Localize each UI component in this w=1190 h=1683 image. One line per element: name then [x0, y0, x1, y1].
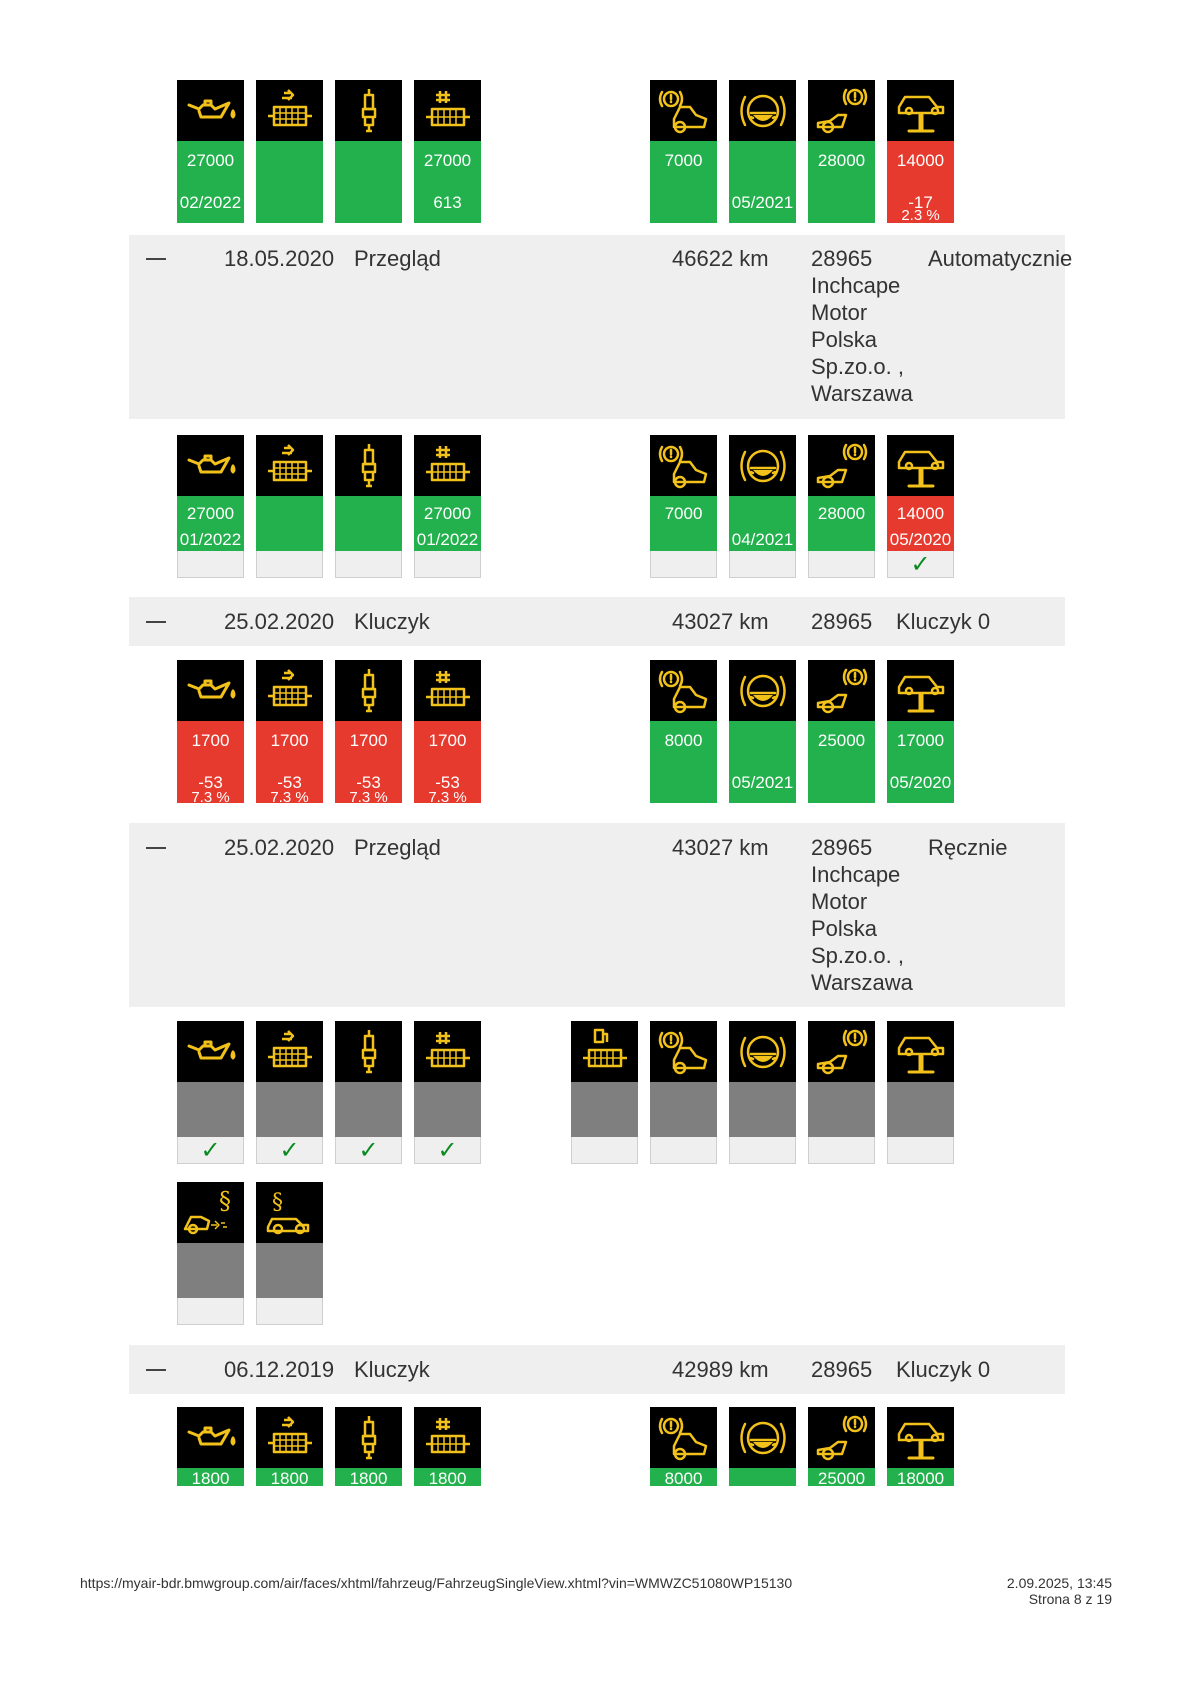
- remaining-value: 27000: [186, 504, 235, 523]
- entry-mileage: 46622 km: [672, 246, 769, 271]
- oil-icon: [177, 435, 244, 496]
- service-tile: [571, 1021, 638, 1164]
- dealer-code: 28965: [811, 609, 873, 634]
- completion-check: ✓: [414, 1137, 481, 1164]
- spark-plug-icon: [335, 660, 402, 721]
- collapse-icon[interactable]: [146, 258, 166, 260]
- entry-type: Przegląd: [354, 246, 441, 271]
- spark-plug-icon: [335, 1021, 402, 1082]
- footer-page-number: Strona 8 z 19: [1028, 1591, 1112, 1607]
- air-filter-icon: [414, 1407, 481, 1468]
- status-panel: [414, 1468, 481, 1486]
- service-tile: [256, 660, 323, 806]
- service-tile: [650, 1407, 717, 1486]
- status-panel: [729, 1082, 796, 1137]
- completion-check: [414, 551, 481, 578]
- vehicle-check-icon: [887, 1021, 954, 1082]
- entry-date: 25.02.2020: [224, 835, 335, 860]
- status-panel: [335, 1082, 402, 1137]
- percent-value: 7.3 %: [349, 789, 388, 806]
- dealer-line: Motor: [811, 300, 868, 325]
- remaining-value: 27000: [186, 151, 235, 170]
- entry-dealer: [811, 834, 913, 996]
- brake-fluid-icon: [729, 1407, 796, 1468]
- status-panel: [256, 1082, 323, 1137]
- due-value: 01/2022: [179, 530, 242, 549]
- service-tile: [177, 1407, 244, 1486]
- percent-value: 7.3 %: [191, 789, 230, 806]
- service-tile: [414, 660, 481, 806]
- service-tile: [256, 1407, 323, 1486]
- dealer-code: 28965: [811, 246, 873, 271]
- remaining-value: 1800: [191, 1469, 230, 1488]
- status-panel: [808, 1082, 875, 1137]
- rear-brake-icon: [808, 435, 875, 496]
- status-panel: [414, 141, 481, 223]
- service-tile: [335, 1021, 402, 1164]
- dealer-code: 28965: [811, 1357, 873, 1382]
- service-tile: [256, 1182, 323, 1325]
- remaining-value: 1800: [428, 1469, 467, 1488]
- status-panel: [650, 1082, 717, 1137]
- status-panel: [808, 1468, 875, 1486]
- status-panel: [808, 141, 875, 223]
- completion-check: ✓: [256, 1137, 323, 1164]
- service-tile: [887, 1021, 954, 1164]
- status-panel: [650, 141, 717, 223]
- entry-mileage: 42989 km: [672, 1357, 769, 1382]
- status-panel: [414, 721, 481, 806]
- service-tile: [414, 1021, 481, 1164]
- dealer-line: Inchcape: [811, 862, 901, 887]
- service-tile: [729, 80, 796, 223]
- vehicle-check-icon: [887, 435, 954, 496]
- due-value: 05/2021: [731, 193, 794, 212]
- rear-brake-icon: [808, 660, 875, 721]
- status-panel: [729, 496, 796, 551]
- service-tile: [335, 80, 402, 223]
- status-panel: [335, 496, 402, 551]
- remaining-value: 7000: [664, 151, 703, 170]
- due-value: 613: [433, 193, 462, 212]
- fuel-filter-icon: [571, 1021, 638, 1082]
- service-tile: [177, 660, 244, 806]
- percent-value: 2.3 %: [901, 207, 940, 224]
- dealer-line: Motor: [811, 889, 868, 914]
- status-panel: [335, 721, 402, 806]
- service-tile: [650, 660, 717, 803]
- status-panel: [808, 721, 875, 803]
- remaining-value: 25000: [817, 1469, 866, 1488]
- service-tile: [177, 1182, 244, 1325]
- due-value: 04/2021: [731, 530, 794, 549]
- front-brake-icon: [650, 80, 717, 141]
- status-panel: [177, 496, 244, 551]
- due-value: 05/2020: [889, 530, 952, 549]
- air-filter-icon: [414, 660, 481, 721]
- front-brake-icon: [650, 660, 717, 721]
- entry-dealer: [811, 245, 913, 407]
- service-tile: [414, 80, 481, 223]
- entry-mileage: 43027 km: [672, 835, 769, 860]
- history-entry-row[interactable]: [129, 1345, 1065, 1394]
- rear-brake-icon: [808, 1407, 875, 1468]
- status-panel: [650, 721, 717, 803]
- status-panel: [650, 496, 717, 551]
- status-panel: [729, 1468, 796, 1486]
- dealer-line: Polska: [811, 916, 878, 941]
- status-panel: [650, 1468, 717, 1486]
- entry-type: Przegląd: [354, 835, 441, 860]
- status-panel: [414, 1082, 481, 1137]
- collapse-icon[interactable]: [146, 621, 166, 623]
- footer-url: https://myair-bdr.bmwgroup.com/air/faces/xhtml/fahrzeug/FahrzeugSingleView.xhtml?vin=WMWZC51080WP15130: [80, 1575, 793, 1591]
- microfilter-icon: [256, 660, 323, 721]
- status-panel: [729, 141, 796, 223]
- status-panel: [177, 1082, 244, 1137]
- entry-mileage: 43027 km: [672, 609, 769, 634]
- entry-type: Kluczyk: [354, 1357, 430, 1382]
- remaining-value: 25000: [817, 731, 866, 750]
- due-value: 02/2022: [179, 193, 242, 212]
- completion-check: [808, 1137, 875, 1164]
- air-filter-icon: [414, 80, 481, 141]
- status-panel: [177, 141, 244, 223]
- rear-brake-icon: [808, 1021, 875, 1082]
- brake-fluid-icon: [729, 435, 796, 496]
- status-panel: [177, 1243, 244, 1298]
- due-value: -17: [908, 193, 933, 212]
- completion-check: [256, 551, 323, 578]
- entry-date: 25.02.2020: [224, 609, 335, 634]
- completion-check: [177, 551, 244, 578]
- completion-check: [335, 551, 402, 578]
- service-tile: [650, 1021, 717, 1164]
- air-filter-icon: [414, 1021, 481, 1082]
- remaining-value: 14000: [896, 151, 945, 170]
- status-panel: [887, 496, 954, 551]
- due-value: 05/2021: [731, 773, 794, 792]
- status-panel: [256, 496, 323, 551]
- service-tile: [256, 1021, 323, 1164]
- service-tile: [414, 435, 481, 578]
- service-tile: [887, 660, 954, 803]
- completion-check: ✓: [887, 551, 954, 578]
- completion-check: [256, 1298, 323, 1325]
- service-tile: [887, 80, 954, 223]
- status-panel: [808, 496, 875, 551]
- remaining-value: 1700: [270, 731, 309, 750]
- service-tile: [808, 80, 875, 223]
- oil-icon: [177, 660, 244, 721]
- due-value: -53: [356, 773, 381, 792]
- collapse-icon[interactable]: [146, 1369, 166, 1371]
- rear-brake-icon: [808, 80, 875, 141]
- status-panel: [571, 1082, 638, 1137]
- due-value: -53: [435, 773, 460, 792]
- percent-value: 7.3 %: [270, 789, 309, 806]
- service-tile: [808, 1021, 875, 1164]
- service-tile: [729, 435, 796, 578]
- completion-check: [650, 551, 717, 578]
- service-tile: [887, 1407, 954, 1486]
- remaining-value: 8000: [664, 1469, 703, 1488]
- service-tile: [650, 435, 717, 578]
- due-value: -53: [277, 773, 302, 792]
- status-panel: [256, 721, 323, 806]
- service-tile: [335, 660, 402, 806]
- oil-icon: [177, 1407, 244, 1468]
- microfilter-icon: [256, 80, 323, 141]
- dealer-line: Polska: [811, 327, 878, 352]
- service-tile: [808, 435, 875, 578]
- microfilter-icon: [256, 1407, 323, 1468]
- remaining-value: 1700: [191, 731, 230, 750]
- completion-check: [650, 1137, 717, 1164]
- completion-check: ✓: [335, 1137, 402, 1164]
- service-tile: [177, 1021, 244, 1164]
- history-entry-row[interactable]: [129, 823, 1065, 1007]
- remaining-value: 17000: [896, 731, 945, 750]
- dealer-line: Sp.zo.o. ,: [811, 943, 904, 968]
- entry-mode: Kluczyk 0: [896, 609, 991, 634]
- history-entry-row[interactable]: [129, 235, 1073, 419]
- completion-check: ✓: [177, 1137, 244, 1164]
- service-tile: [414, 1407, 481, 1486]
- entry-mode: Kluczyk 0: [896, 1357, 991, 1382]
- remaining-value: 8000: [664, 731, 703, 750]
- status-panel: [177, 1468, 244, 1486]
- completion-check: [177, 1298, 244, 1325]
- due-value: -53: [198, 773, 223, 792]
- remaining-value: 1700: [349, 731, 388, 750]
- status-panel: [414, 496, 481, 551]
- vehicle-inspection-icon: [256, 1182, 323, 1243]
- vehicle-check-icon: [887, 660, 954, 721]
- spark-plug-icon: [335, 435, 402, 496]
- completion-check: [887, 1137, 954, 1164]
- vehicle-check-icon: [887, 1407, 954, 1468]
- emission-inspection-icon: [177, 1182, 244, 1243]
- air-filter-icon: [414, 435, 481, 496]
- service-tile: [256, 80, 323, 223]
- vehicle-check-icon: [887, 80, 954, 141]
- brake-fluid-icon: [729, 660, 796, 721]
- service-tile: [650, 80, 717, 223]
- status-panel: [887, 721, 954, 803]
- footer-datetime: 2.09.2025, 13:45: [1006, 1575, 1112, 1591]
- oil-icon: [177, 80, 244, 141]
- status-panel: [256, 1243, 323, 1298]
- front-brake-icon: [650, 1407, 717, 1468]
- entry-date: 18.05.2020: [224, 246, 335, 271]
- entry-mode: Ręcznie: [928, 835, 1008, 860]
- brake-fluid-icon: [729, 80, 796, 141]
- dealer-line: Inchcape: [811, 273, 901, 298]
- service-tile: [808, 1407, 875, 1486]
- service-tile: [729, 660, 796, 803]
- remaining-value: 7000: [664, 504, 703, 523]
- oil-icon: [177, 1021, 244, 1082]
- dealer-line: Warszawa: [811, 381, 913, 406]
- entry-date: 06.12.2019: [224, 1357, 335, 1382]
- status-panel: [729, 721, 796, 803]
- dealer-line: Sp.zo.o. ,: [811, 354, 904, 379]
- completion-check: [729, 1137, 796, 1164]
- service-tile: [177, 80, 244, 223]
- spark-plug-icon: [335, 80, 402, 141]
- status-panel: [177, 721, 244, 806]
- collapse-icon[interactable]: [146, 847, 166, 849]
- status-panel: [887, 1468, 954, 1486]
- microfilter-icon: [256, 435, 323, 496]
- service-tile: [177, 435, 244, 578]
- status-panel: [887, 1082, 954, 1137]
- due-value: 05/2020: [889, 773, 952, 792]
- front-brake-icon: [650, 1021, 717, 1082]
- status-panel: [256, 1468, 323, 1486]
- service-tile: [808, 660, 875, 803]
- remaining-value: 28000: [817, 504, 866, 523]
- brake-fluid-icon: [729, 1021, 796, 1082]
- entry-type: Kluczyk: [354, 609, 430, 634]
- microfilter-icon: [256, 1021, 323, 1082]
- remaining-value: 18000: [896, 1469, 945, 1488]
- remaining-value: 1700: [428, 731, 467, 750]
- service-tile: [256, 435, 323, 578]
- remaining-value: 14000: [896, 504, 945, 523]
- dealer-line: Warszawa: [811, 970, 913, 995]
- service-tile: [335, 1407, 402, 1486]
- dealer-code: 28965: [811, 835, 873, 860]
- percent-value: 7.3 %: [428, 789, 467, 806]
- service-tile: [335, 435, 402, 578]
- status-panel: [335, 1468, 402, 1486]
- completion-check: [808, 551, 875, 578]
- spark-plug-icon: [335, 1407, 402, 1468]
- completion-check: [729, 551, 796, 578]
- status-panel: [256, 141, 323, 223]
- front-brake-icon: [650, 435, 717, 496]
- due-value: 01/2022: [416, 530, 479, 549]
- remaining-value: 27000: [423, 151, 472, 170]
- remaining-value: 1800: [349, 1469, 388, 1488]
- service-tile: [729, 1407, 796, 1486]
- completion-check: [571, 1137, 638, 1164]
- history-entry-row[interactable]: [129, 597, 1065, 646]
- remaining-value: 27000: [423, 504, 472, 523]
- remaining-value: 1800: [270, 1469, 309, 1488]
- service-tile: [729, 1021, 796, 1164]
- entry-mode: Automatycznie: [928, 246, 1073, 271]
- status-panel: [335, 141, 402, 223]
- status-panel: [887, 141, 954, 223]
- service-tile: [887, 435, 954, 578]
- remaining-value: 28000: [817, 151, 866, 170]
